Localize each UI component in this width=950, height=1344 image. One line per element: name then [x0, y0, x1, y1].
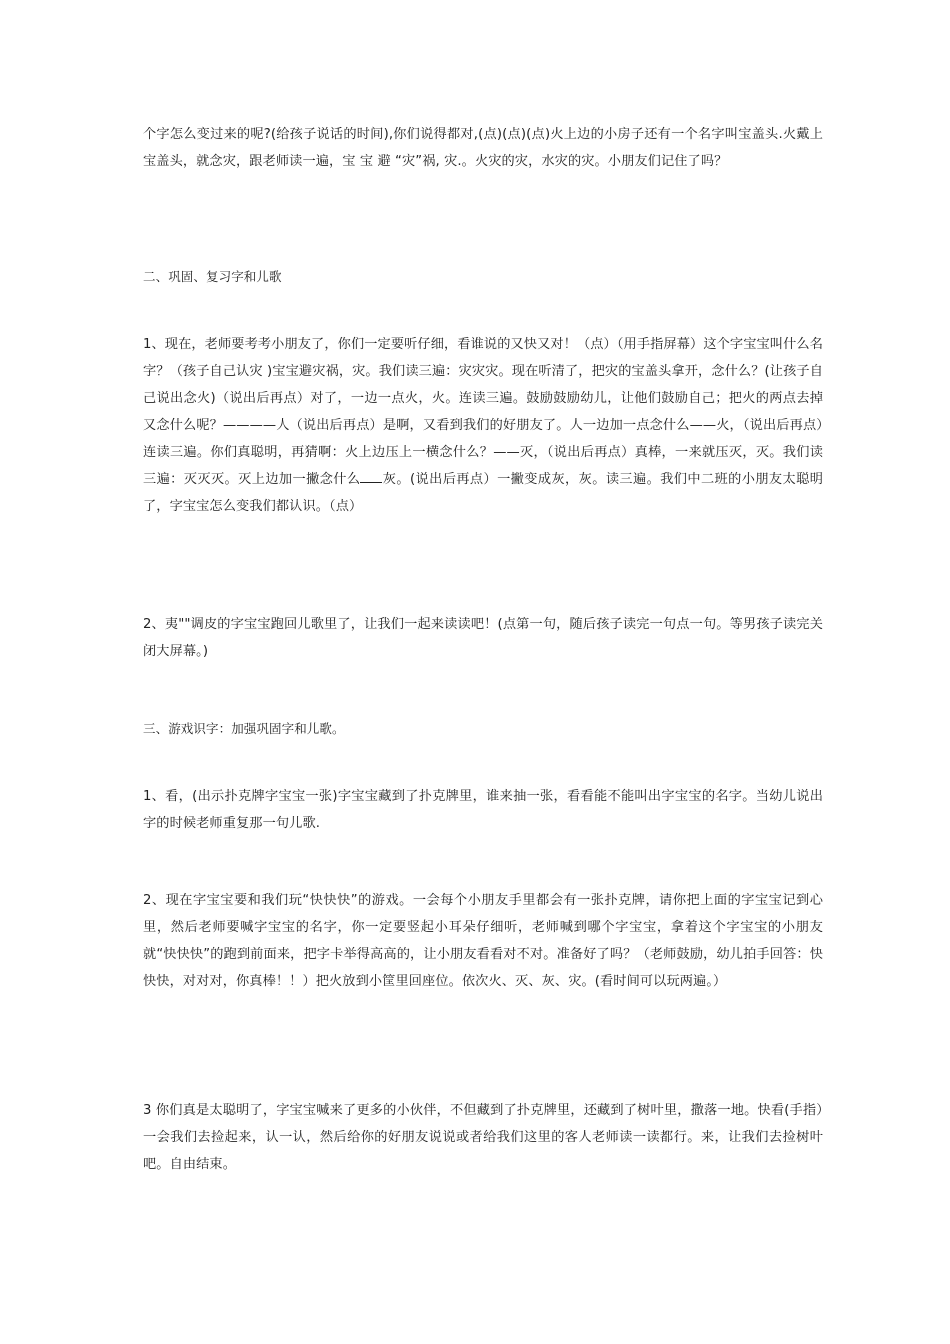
paragraph-game-2	[143, 887, 823, 995]
paragraph-game-3	[143, 1097, 823, 1178]
paragraph-review-1-text-a: 1、现在，老师要考考小朋友了，你们一定要听仔细，看谁说的又快又对！（点）（用手指屏幕）这个字宝宝叫什么名字？（孩子自己认灾 )宝宝避灾祸，灾。我们读三遍：灾灾灾。现在听清了，把灾的宝盖头拿开，念什么？(让孩子自己说出念火)（说出后再点）对了，一边一点火，火。连读三遍。鼓励鼓励幼儿，让他们鼓励自己；把火的两点去掉又念什么呢？————人（说出后再点）是啊，又看到我们的好朋友了。人一边加一点念什么——火，（说出后再点）连读三遍。你们真聪明，再猜啊：火上边压上一横念什么？——灭，（说出后再点）真棒，一来就压灭，灭。我们读三遍：灭灭灭。灭上边加一撇念什么	[143, 337, 823, 487]
section-heading-review-text: 二、巩固、复习字和儿歌	[143, 269, 282, 284]
paragraph-game-1	[143, 783, 823, 837]
paragraph-review-2-text: 2、夷""调皮的字宝宝跑回儿歌里了，让我们一起来读读吧！(点第一句，随后孩子读完一句点一句。等男孩子读完关闭大屏幕。)	[143, 617, 823, 659]
section-heading-game	[143, 715, 823, 742]
paragraph-intro-text: 个字怎么变过来的呢?(给孩子说话的时间),你们说得都对,(点)(点)(点)火上边的小房子还有一个名字叫宝盖头.火戴上宝盖头，就念灾，跟老师读一遍，宝 宝 避 “灾”祸, 灾.。火灾的灾，水灾的灾。小朋友们记住了吗？	[143, 127, 823, 169]
paragraph-review-1	[143, 331, 823, 520]
paragraph-game-2-text: 2、现在字宝宝要和我们玩“快快快”的游戏。一会每个小朋友手里都会有一张扑克牌，请你把上面的字宝宝记到心里，然后老师要喊字宝宝的名字，你一定要竖起小耳朵仔细听，老师喊到哪个字宝宝，拿着这个字宝宝的小朋友就“快快快”的跑到前面来，把字卡举得高高的，让小朋友看看对不对。准备好了吗？（老师鼓励，幼儿拍手回答：快快快，对对对，你真棒！！）把火放到小筐里回座位。依次火、灭、灰、灾。(看时间可以玩两遍。）	[143, 893, 823, 989]
blank-underline	[360, 470, 382, 483]
section-heading-game-text: 三、游戏识字：加强巩固字和儿歌。	[143, 721, 345, 736]
paragraph-review-2	[143, 611, 823, 665]
paragraph-review-1-text-b: 灰。(说出后再点）一撇变成灰，灰。读三遍。我们中二班的小朋友太聪明了，字宝宝怎么变我们都认识。（点）	[143, 472, 823, 514]
paragraph-game-3-text: 3 你们真是太聪明了，字宝宝喊来了更多的小伙伴，不但藏到了扑克牌里，还藏到了树叶里，撒落一地。快看(手指）一会我们去捡起来，认一认，然后给你的好朋友说说或者给我们这里的客人老师读一读都行。来，让我们去捡树叶吧。自由结束。	[143, 1103, 823, 1172]
paragraph-game-1-text: 1、看，(出示扑克牌字宝宝一张)字宝宝藏到了扑克牌里，谁来抽一张，看看能不能叫出字宝宝的名字。当幼儿说出字的时候老师重复那一句儿歌.	[143, 789, 823, 831]
section-heading-review	[143, 263, 823, 290]
paragraph-intro	[143, 121, 823, 175]
